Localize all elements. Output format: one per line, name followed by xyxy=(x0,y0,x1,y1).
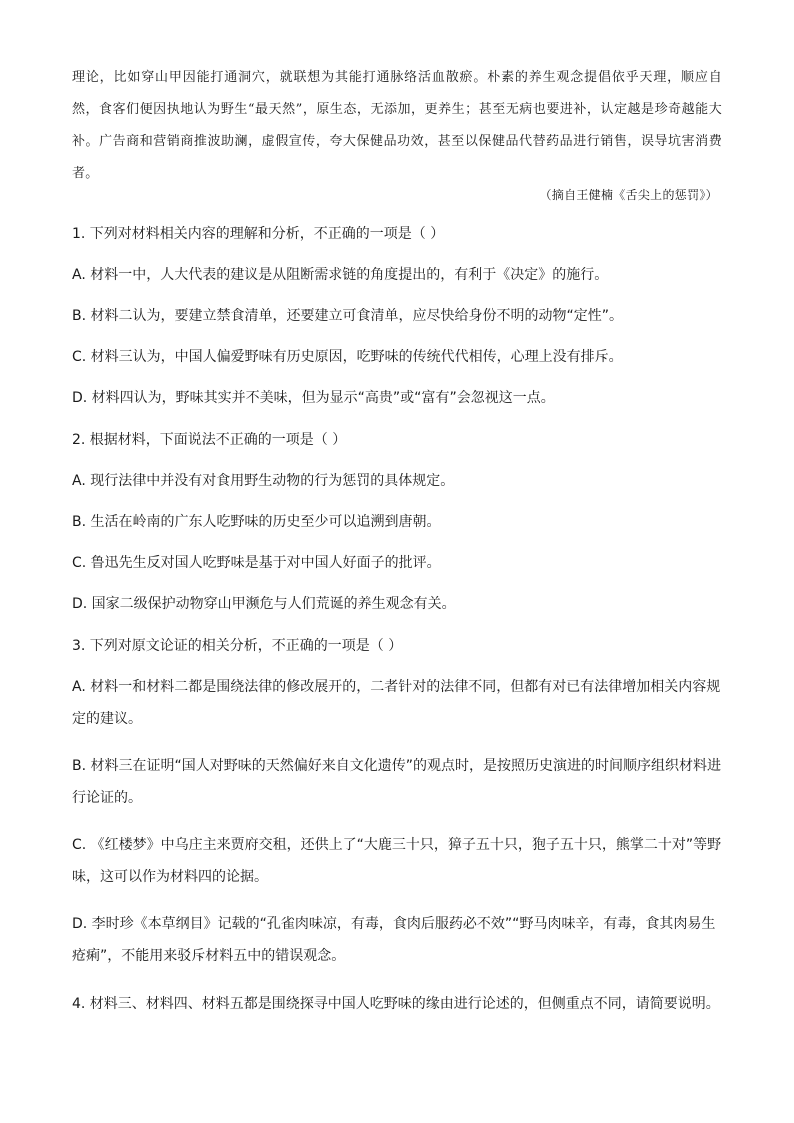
option-b: B. 生活在岭南的广东人吃野味的历史至少可以追溯到唐朝。 xyxy=(72,514,441,530)
question-3 xyxy=(72,636,724,972)
question-title: 4. 材料三、材料四、材料五都是围绕探寻中国人吃野味的缘由进行论述的，但侧重点不同，请简要说明。 xyxy=(72,996,720,1012)
option-c: C. 鲁迅先生反对国人吃野味是基于对中国人好面子的批评。 xyxy=(72,555,441,571)
option-b: B. 材料三在证明“国人对野味的天然偏好来自文化遗传”的观点时，是按照历史演进的时间顺序组织材料进行论证的。 xyxy=(72,758,722,806)
option-a: A. 材料一中，人大代表的建议是从阻断需求链的角度提出的，有利于《决定》的施行。 xyxy=(72,267,609,283)
option-d: D. 国家二级保护动物穿山甲濒危与人们荒诞的养生观念有关。 xyxy=(72,596,456,612)
question-title: 1. 下列对材料相关内容的理解和分析，不正确的一项是（ ） xyxy=(72,226,445,242)
option-d: D. 材料四认为，野味其实并不美味，但为显示“高贵”或“富有”会忽视这一点。 xyxy=(72,390,555,406)
passage-paragraph: 理论，比如穿山甲因能打通洞穴，就联想为其能打通脉络活血散瘀。朴素的养生观念提倡依乎天理，顺应自然，食客们便因执地认为野生“最天然”，原生态，无添加，更养生；甚至无病也要进补，认定越是珍奇越能大补。广告商和营销商推波助澜，虚假宣传，夸大保健品功效，甚至以保健品代替药品进行销售，误导坑害消费者。 xyxy=(72,70,722,181)
question-1 xyxy=(72,224,724,408)
option-c: C. 《红楼梦》中乌庄主来贾府交租，还供上了“大鹿三十只，獐子五十只，狍子五十只，熊掌二十对”等野味，这可以作为材料四的论据。 xyxy=(72,837,722,885)
passage-source: （摘自王健楠《舌尖上的惩罚》） xyxy=(539,188,718,202)
question-title: 3. 下列对原文论证的相关分析，不正确的一项是（ ） xyxy=(72,638,403,654)
option-a: A. 现行法律中并没有对食用野生动物的行为惩罚的具体规定。 xyxy=(72,473,455,489)
option-b: B. 材料二认为，要建立禁食清单，还要建立可食清单，应尽快给身份不明的动物“定性”。 xyxy=(72,308,624,324)
question-list xyxy=(72,224,724,1036)
question-2 xyxy=(72,430,724,614)
option-d: D. 李时珍《本草纲目》记载的“孔雀肉味凉，有毒，食肉后服药必不效”“野马肉味辛，有毒，食其肉易生疮痢”，不能用来驳斥材料五中的错误观念。 xyxy=(72,916,716,964)
option-a: A. 材料一和材料二都是围绕法律的修改展开的，二者针对的法律不同，但都有对已有法律增加相关内容规定的建议。 xyxy=(72,679,721,727)
option-c: C. 材料三认为，中国人偏爱野味有历史原因，吃野味的传统代代相传，心理上没有排斥。 xyxy=(72,349,623,365)
question-title: 2. 根据材料，下面说法不正确的一项是（ ） xyxy=(72,432,347,448)
question-4 xyxy=(72,994,724,1014)
